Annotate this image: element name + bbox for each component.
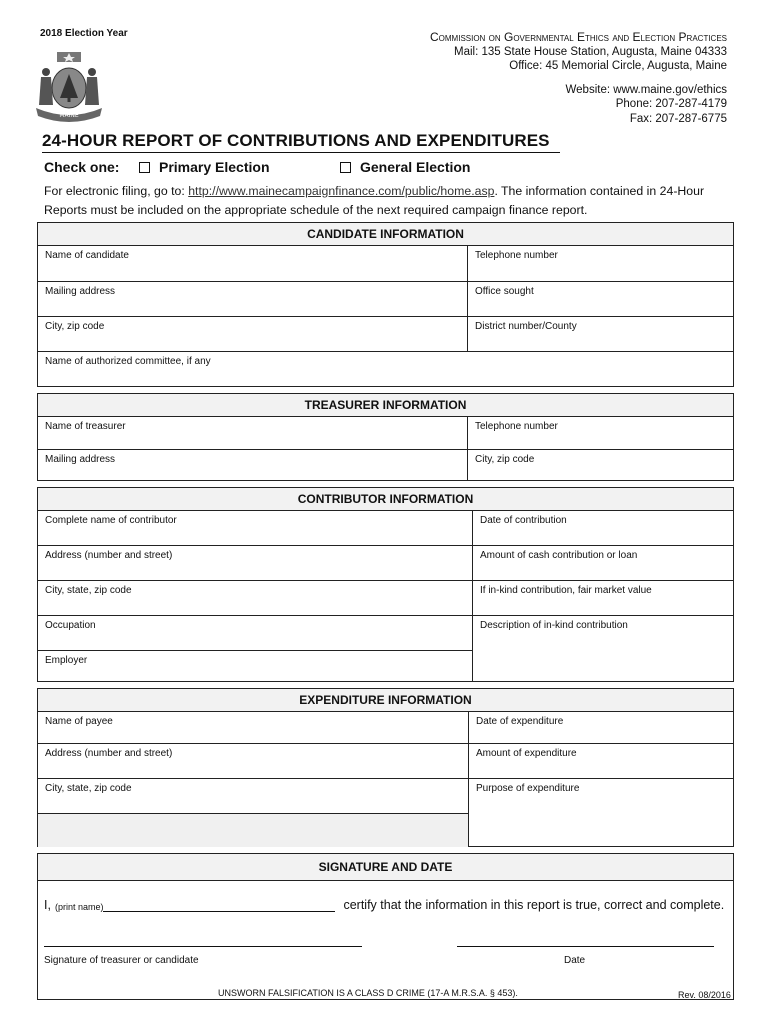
- form-row: [473, 546, 733, 581]
- falsification-warning: UNSWORN FALSIFICATION IS A CLASS D CRIME (17-A M.R.S.A. § 453).: [218, 988, 518, 998]
- filing-link[interactable]: http://www.mainecampaignfinance.com/public/home.asp: [188, 184, 495, 198]
- report-title: 24-HOUR REPORT OF CONTRIBUTIONS AND EXPENDITURES: [42, 131, 560, 153]
- form-row: [38, 546, 472, 581]
- payee-name-field[interactable]: Name of payee: [45, 716, 113, 727]
- form-row: [469, 744, 733, 779]
- election-year: 2018 Election Year: [40, 28, 128, 39]
- section-heading: CONTRIBUTOR INFORMATION: [38, 488, 733, 511]
- treasurer-section: [37, 393, 734, 481]
- occupation-field[interactable]: Occupation: [45, 620, 96, 631]
- district-field[interactable]: District number/County: [475, 321, 577, 332]
- form-row: [38, 417, 733, 450]
- cash-amount-field[interactable]: Amount of cash contribution or loan: [480, 550, 638, 561]
- employer-field[interactable]: Employer: [45, 655, 88, 666]
- office-sought-field[interactable]: Office sought: [475, 286, 534, 297]
- contributor-city-field[interactable]: City, state, zip code: [45, 585, 132, 596]
- date-label: Date: [564, 955, 586, 966]
- i-label: I,: [44, 898, 51, 912]
- website: Website: www.maine.gov/ethics: [565, 83, 727, 96]
- certify-text: certify that the information in this report is true, correct and complete.: [343, 898, 725, 912]
- expenditure-amount-field[interactable]: Amount of expenditure: [476, 748, 577, 759]
- candidate-section: [37, 222, 734, 387]
- section-heading: TREASURER INFORMATION: [38, 394, 733, 417]
- signature-section: [37, 853, 734, 1000]
- expenditure-date-field[interactable]: Date of expenditure: [476, 716, 564, 727]
- form-row: [473, 616, 733, 682]
- treasurer-city-field[interactable]: City, zip code: [475, 454, 535, 465]
- treasurer-phone-field[interactable]: Telephone number: [475, 421, 558, 432]
- candidate-city-field[interactable]: City, zip code: [38, 317, 468, 351]
- checkbox-icon[interactable]: [340, 162, 351, 173]
- form-row: [38, 511, 472, 546]
- form-row: [38, 246, 733, 282]
- form-row: [38, 712, 468, 744]
- section-heading: CANDIDATE INFORMATION: [38, 223, 733, 246]
- candidate-mailing-field[interactable]: Mailing address: [38, 282, 468, 316]
- phone: Phone: 207-287-4179: [615, 98, 727, 110]
- general-election-label: General Election: [360, 159, 471, 175]
- inkind-description-field[interactable]: Description of in-kind contribution: [480, 620, 628, 631]
- signature-label: Signature of treasurer or candidate: [44, 955, 199, 966]
- treasurer-name-field[interactable]: Name of treasurer: [38, 417, 468, 449]
- form-row: [38, 616, 472, 651]
- form-row: [469, 779, 733, 847]
- mail-address: Mail: 135 State House Station, Augusta, Maine 04333: [454, 45, 727, 58]
- contributor-name-field[interactable]: Complete name of contributor: [45, 515, 177, 526]
- form-row: [473, 581, 733, 616]
- intro-text: [44, 182, 734, 220]
- inkind-value-field[interactable]: If in-kind contribution, fair market value: [480, 585, 652, 596]
- payee-city-field[interactable]: City, state, zip code: [45, 783, 132, 794]
- certify-line: [44, 898, 724, 912]
- form-row: [38, 317, 733, 352]
- contribution-date-field[interactable]: Date of contribution: [480, 515, 567, 526]
- candidate-name-field[interactable]: Name of candidate: [38, 246, 468, 281]
- commission-header: [430, 30, 727, 126]
- print-name-input[interactable]: [103, 899, 335, 912]
- organization-name: Commission on Governmental Ethics and Election Practices: [430, 30, 727, 44]
- form-row: [469, 712, 733, 744]
- primary-election-option[interactable]: [139, 159, 270, 175]
- primary-election-label: Primary Election: [159, 159, 270, 175]
- form-row: [38, 651, 472, 682]
- intro-suffix: . The information contained in 24-Hour Reports must be included on the appropriate schedule of the next required campaign finance report.: [44, 184, 705, 217]
- expenditure-section: [37, 688, 734, 847]
- office-address: Office: 45 Memorial Circle, Augusta, Maine: [509, 60, 727, 72]
- general-election-option[interactable]: [340, 159, 470, 175]
- payee-address-field[interactable]: Address (number and street): [45, 748, 173, 759]
- revision-label: Rev. 08/2016: [678, 990, 731, 1000]
- signature-input[interactable]: [44, 946, 362, 947]
- form-row: [38, 814, 468, 847]
- date-input[interactable]: [457, 946, 714, 947]
- form-row: [473, 511, 733, 546]
- fax: Fax: 207-287-6775: [629, 112, 727, 125]
- expenditure-purpose-field[interactable]: Purpose of expenditure: [476, 783, 580, 794]
- print-name-label: (print name): [54, 902, 104, 912]
- form-row: [38, 581, 472, 616]
- check-one-label: Check one:: [44, 159, 120, 175]
- treasurer-mailing-field[interactable]: Mailing address: [38, 450, 468, 481]
- form-row: [38, 744, 468, 779]
- form-row: [38, 450, 733, 481]
- contributor-section: [37, 487, 734, 682]
- section-heading: EXPENDITURE INFORMATION: [38, 689, 733, 712]
- form-row: [38, 282, 733, 317]
- contributor-address-field[interactable]: Address (number and street): [45, 550, 173, 561]
- candidate-phone-field[interactable]: Telephone number: [475, 250, 558, 261]
- committee-field[interactable]: Name of authorized committee, if any: [45, 356, 211, 367]
- svg-text:MAINE: MAINE: [59, 112, 79, 119]
- form-row: [38, 352, 733, 385]
- section-heading: SIGNATURE AND DATE: [38, 854, 733, 881]
- checkbox-icon[interactable]: [139, 162, 150, 173]
- state-seal-icon: [32, 50, 106, 124]
- form-row: [38, 779, 468, 814]
- intro-prefix: For electronic filing, go to:: [44, 184, 189, 198]
